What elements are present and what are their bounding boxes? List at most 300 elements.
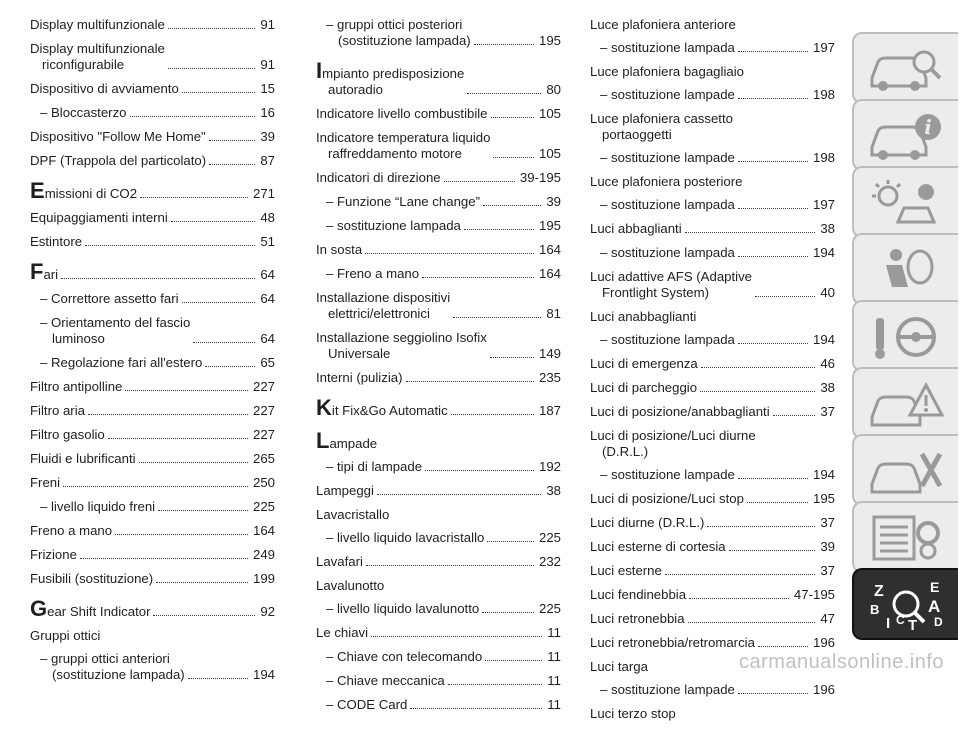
page-number: 16 xyxy=(260,105,275,120)
index-entry-label: Dispositivo di avviamento xyxy=(30,81,179,96)
index-entry-label: Luci esterne xyxy=(590,563,662,578)
index-entry[interactable] xyxy=(30,451,275,467)
index-entry[interactable] xyxy=(316,530,561,546)
index-entry[interactable] xyxy=(316,578,561,594)
index-letter: E xyxy=(930,580,940,595)
index-entry[interactable] xyxy=(316,17,561,49)
index-entry[interactable] xyxy=(30,427,275,443)
index-entry[interactable] xyxy=(30,379,275,395)
dot-leader xyxy=(410,708,542,709)
dot-leader xyxy=(108,438,248,439)
dot-leader xyxy=(738,693,808,694)
page-number: 105 xyxy=(538,106,561,121)
index-entry[interactable] xyxy=(30,403,275,419)
dot-leader xyxy=(491,117,534,118)
index-entry-label: Lavalunotto xyxy=(316,578,385,593)
page-number: 91 xyxy=(260,17,275,32)
index-entry-label: Lampeggi xyxy=(316,483,374,498)
index-entry-label: Luce plafoniera bagagliaio xyxy=(590,64,744,79)
dot-leader xyxy=(158,510,248,511)
index-entry-label: Luci retronebbia/retromarcia xyxy=(590,635,755,650)
page-number: 198 xyxy=(812,150,835,165)
index-entry[interactable] xyxy=(30,523,275,539)
index-entry-label: – sostituzione lampade xyxy=(600,682,735,697)
index-entry[interactable] xyxy=(316,58,561,98)
page-number: 271 xyxy=(252,186,275,201)
svg-text:i: i xyxy=(924,115,932,139)
index-entry[interactable] xyxy=(30,105,275,121)
dot-leader xyxy=(365,253,534,254)
index-entry[interactable] xyxy=(316,330,561,362)
dot-leader xyxy=(755,296,815,297)
index-entry-label: Luci di posizione/Luci stop xyxy=(590,491,744,506)
dot-leader xyxy=(700,391,815,392)
page-number: 195 xyxy=(538,33,561,48)
index-entry[interactable] xyxy=(316,428,561,453)
alphabetical-index-icon xyxy=(868,580,946,630)
index-entry[interactable] xyxy=(316,507,561,523)
dot-leader xyxy=(63,486,248,487)
car-maintenance-icon xyxy=(868,446,946,496)
tab-car-info[interactable] xyxy=(852,99,958,171)
dot-leader xyxy=(377,494,541,495)
index-letter: C xyxy=(896,613,905,627)
index-entry[interactable] xyxy=(590,706,835,722)
page-number: 65 xyxy=(260,355,275,370)
dot-leader xyxy=(193,342,255,343)
index-entry-label: Fluidi e lubrificanti xyxy=(30,451,136,466)
dot-leader xyxy=(738,98,808,99)
index-entry-label: – Chiave meccanica xyxy=(326,673,445,688)
page-number: 225 xyxy=(252,499,275,514)
index-entry-label: Equipaggiamenti interni xyxy=(30,210,168,225)
index-entry[interactable] xyxy=(30,153,275,169)
index-entry-label: Frizione xyxy=(30,547,77,562)
index-entry-label: Gruppi ottici xyxy=(30,628,101,643)
dot-leader xyxy=(689,598,789,599)
index-entry-label: DPF (Trappola del particolato) xyxy=(30,153,207,168)
index-entry-label: Luci targa xyxy=(590,659,648,674)
index-entry-label: – sostituzione lampada xyxy=(326,218,461,233)
dot-leader xyxy=(85,245,255,246)
index-entry-label: Gear Shift Indicator xyxy=(30,596,151,621)
page-number: 149 xyxy=(538,346,561,361)
index-entry-label: Luci di emergenza xyxy=(590,356,698,371)
index-entry[interactable] xyxy=(316,130,561,162)
dot-leader xyxy=(188,678,248,679)
dot-leader xyxy=(485,660,542,661)
page-number: 225 xyxy=(538,530,561,545)
index-entry[interactable] xyxy=(316,194,561,210)
dot-leader xyxy=(168,28,255,29)
index-entry[interactable] xyxy=(590,150,835,166)
dashboard-lights-icon xyxy=(868,178,946,228)
index-entry[interactable] xyxy=(590,380,835,396)
index-entry[interactable] xyxy=(590,40,835,56)
index-entry-label: Kit Fix&Go Automatic xyxy=(316,395,448,420)
index-entry[interactable] xyxy=(316,242,561,258)
index-entry[interactable] xyxy=(30,234,275,250)
tab-steering-key[interactable] xyxy=(852,300,958,372)
index-entry-label: – sostituzione lampada xyxy=(600,40,735,55)
index-entry[interactable] xyxy=(316,290,561,322)
index-entry-label: – livello liquido lavacristallo xyxy=(326,530,485,545)
dot-leader xyxy=(130,116,256,117)
dot-leader xyxy=(453,317,541,318)
dot-leader xyxy=(773,415,816,416)
page-number: 198 xyxy=(812,87,835,102)
index-entry-label: – livello liquido lavalunotto xyxy=(326,601,480,616)
index-entry[interactable] xyxy=(30,210,275,226)
page-number: 40 xyxy=(820,285,835,300)
index-initial-letter: G xyxy=(30,596,48,621)
page-number: 39 xyxy=(546,194,561,209)
dot-leader xyxy=(451,414,534,415)
index-entry-label: Luci retronebbia xyxy=(590,611,685,626)
tab-alphabetical-index[interactable] xyxy=(852,568,958,640)
dot-leader xyxy=(758,646,808,647)
index-entry-label: – livello liquido freni xyxy=(40,499,156,514)
index-entry[interactable] xyxy=(590,174,835,190)
index-entry-label: Freno a mano xyxy=(30,523,113,538)
index-entry-label: – sostituzione lampada xyxy=(600,245,735,260)
index-entry-label: – sostituzione lampade xyxy=(600,467,735,482)
index-entry-label: – Funzione “Lane change” xyxy=(326,194,480,209)
dot-leader xyxy=(182,92,256,93)
dot-leader xyxy=(685,232,816,233)
dot-leader xyxy=(493,157,534,158)
page-number: 164 xyxy=(252,523,275,538)
dot-leader xyxy=(371,636,542,637)
page-number: 38 xyxy=(820,380,835,395)
index-entry[interactable] xyxy=(590,404,835,420)
index-entry[interactable] xyxy=(30,475,275,491)
page-number: 194 xyxy=(812,467,835,482)
index-entry-label: – Freno a mano xyxy=(326,266,420,281)
dot-leader xyxy=(738,51,808,52)
index-entry[interactable] xyxy=(316,266,561,282)
dot-leader xyxy=(483,205,541,206)
index-entry[interactable] xyxy=(590,428,835,460)
dot-leader xyxy=(665,574,815,575)
index-entry[interactable] xyxy=(316,649,561,665)
page-number: 39 xyxy=(260,129,275,144)
index-letter: T xyxy=(908,617,918,630)
index-entry-label: Luci anabbaglianti xyxy=(590,309,697,324)
index-entry-label: Impianto predisposizione autoradio xyxy=(316,58,465,97)
page-number: 91 xyxy=(260,57,275,72)
airbag-seat-icon xyxy=(868,245,946,295)
dot-leader xyxy=(444,181,515,182)
index-entry[interactable] xyxy=(30,355,275,371)
dot-leader xyxy=(422,277,534,278)
page-number: 11 xyxy=(547,625,561,640)
index-entry-label: – Correttore assetto fari xyxy=(40,291,179,306)
index-entry-label: – Orientamento del fascio luminoso xyxy=(40,315,191,346)
index-entry[interactable] xyxy=(590,221,835,237)
dot-leader xyxy=(425,470,534,471)
tab-dashboard-lights[interactable] xyxy=(852,166,958,238)
dot-leader xyxy=(738,208,808,209)
index-entry-label: Filtro gasolio xyxy=(30,427,105,442)
dot-leader xyxy=(487,541,534,542)
index-entry[interactable] xyxy=(590,635,835,651)
tab-car-search[interactable] xyxy=(852,32,958,104)
index-entry[interactable] xyxy=(590,309,835,325)
index-entry[interactable] xyxy=(590,245,835,261)
index-entry[interactable] xyxy=(590,539,835,555)
index-entry[interactable] xyxy=(590,64,835,80)
page-number: 105 xyxy=(538,146,561,161)
page-number: 38 xyxy=(546,483,561,498)
dot-leader xyxy=(406,381,534,382)
index-entry-label: Fusibili (sostituzione) xyxy=(30,571,154,586)
index-entry[interactable] xyxy=(316,218,561,234)
dot-leader xyxy=(125,390,248,391)
index-entry[interactable] xyxy=(30,129,275,145)
index-letter: A xyxy=(928,597,941,616)
index-entry-label: Installazione dispositivi elettrici/elettronici xyxy=(316,290,451,321)
index-entry[interactable] xyxy=(590,356,835,372)
dot-leader xyxy=(205,366,255,367)
index-entry-label: Filtro aria xyxy=(30,403,85,418)
index-entry[interactable] xyxy=(30,571,275,587)
dot-leader xyxy=(467,93,541,94)
page-number: 39-195 xyxy=(519,170,561,185)
watermark: carmanualsonline.info xyxy=(738,651,944,673)
index-column-1 xyxy=(30,17,275,691)
dot-leader xyxy=(182,302,256,303)
page-number: 196 xyxy=(812,635,835,650)
index-entry[interactable] xyxy=(590,197,835,213)
index-entry[interactable] xyxy=(590,563,835,579)
index-entry-label: Dispositivo "Follow Me Home" xyxy=(30,129,206,144)
page-number: 235 xyxy=(538,370,561,385)
car-info-icon xyxy=(868,111,946,161)
index-entry-label: In sosta xyxy=(316,242,363,257)
page-number: 265 xyxy=(252,451,275,466)
page-number: 164 xyxy=(538,266,561,281)
dot-leader xyxy=(156,582,248,583)
index-entry[interactable] xyxy=(30,547,275,563)
index-entry[interactable] xyxy=(316,483,561,499)
tab-airbag-seat[interactable] xyxy=(852,233,958,305)
index-entry-label: – Chiave con telecomando xyxy=(326,649,483,664)
page-number: 38 xyxy=(820,221,835,236)
page-number: 197 xyxy=(812,197,835,212)
page-number: 80 xyxy=(546,82,561,97)
dot-leader xyxy=(153,615,255,616)
index-entry[interactable] xyxy=(30,291,275,307)
dot-leader xyxy=(115,534,248,535)
index-entry[interactable] xyxy=(316,459,561,475)
index-entry[interactable] xyxy=(590,611,835,627)
dot-leader xyxy=(366,565,534,566)
page-number: 232 xyxy=(538,554,561,569)
page-number: 225 xyxy=(538,601,561,616)
page-number: 187 xyxy=(538,403,561,418)
dot-leader xyxy=(171,221,256,222)
index-initial-letter: K xyxy=(316,395,332,420)
page-number: 37 xyxy=(820,404,835,419)
index-entry[interactable] xyxy=(590,17,835,33)
index-entry-label: Luci abbaglianti xyxy=(590,221,682,236)
index-entry[interactable] xyxy=(316,395,561,420)
dot-leader xyxy=(209,164,255,165)
dot-leader xyxy=(707,526,815,527)
dot-leader xyxy=(474,44,534,45)
index-entry[interactable] xyxy=(590,587,835,603)
index-entry-label: Luci di posizione/anabbaglianti xyxy=(590,404,770,419)
index-entry-label: Lampade xyxy=(316,428,378,453)
index-entry-label: – sostituzione lampade xyxy=(600,87,735,102)
dot-leader xyxy=(88,414,248,415)
warning-breakdown-icon xyxy=(868,379,946,429)
page-number: 37 xyxy=(820,563,835,578)
index-entry-label: Le chiavi xyxy=(316,625,369,640)
index-entry-label: Luci di parcheggio xyxy=(590,380,698,395)
dot-leader xyxy=(747,502,808,503)
index-initial-letter: E xyxy=(30,178,45,203)
page-number: 250 xyxy=(252,475,275,490)
tab-technical-data[interactable] xyxy=(852,501,958,573)
index-entry[interactable] xyxy=(30,315,275,347)
index-entry-label: Interni (pulizia) xyxy=(316,370,403,385)
page-number: 64 xyxy=(260,331,275,346)
page-number: 39 xyxy=(820,539,835,554)
index-entry[interactable] xyxy=(30,81,275,97)
index-entry[interactable] xyxy=(316,601,561,617)
dot-leader xyxy=(448,684,543,685)
index-column-2 xyxy=(316,17,561,721)
index-entry-label: Indicatore temperatura liquido raffreddamento motore xyxy=(316,130,491,161)
index-entry[interactable] xyxy=(30,628,275,644)
index-entry-label: Indicatore livello combustibile xyxy=(316,106,488,121)
index-entry-label: – sostituzione lampade xyxy=(600,150,735,165)
page-number: 11 xyxy=(547,673,561,688)
index-entry[interactable] xyxy=(316,170,561,186)
index-entry[interactable] xyxy=(316,625,561,641)
index-entry[interactable] xyxy=(30,596,275,621)
index-entry-label: Filtro antipolline xyxy=(30,379,123,394)
index-entry[interactable] xyxy=(590,111,835,143)
index-entry-label: Luci diurne (D.R.L.) xyxy=(590,515,705,530)
page-number: 194 xyxy=(812,332,835,347)
index-initial-letter: I xyxy=(316,58,323,83)
tab-car-maintenance[interactable] xyxy=(852,434,958,506)
index-entry-label: – gruppi ottici anteriori (sostituzione lampada) xyxy=(40,651,185,682)
page-number: 51 xyxy=(260,234,275,249)
index-entry[interactable] xyxy=(316,697,561,713)
index-entry-label: Freni xyxy=(30,475,61,490)
dot-leader xyxy=(738,343,808,344)
index-entry-label: – sostituzione lampada xyxy=(600,197,735,212)
index-entry[interactable] xyxy=(30,259,275,284)
page-number: 194 xyxy=(252,667,275,682)
dot-leader xyxy=(209,140,256,141)
dot-leader xyxy=(464,229,534,230)
index-entry-label: Luci di posizione/Luci diurne (D.R.L.) xyxy=(590,428,756,459)
index-entry[interactable] xyxy=(590,332,835,348)
page-number: 199 xyxy=(252,571,275,586)
index-entry[interactable] xyxy=(316,106,561,122)
index-entry[interactable] xyxy=(590,269,835,301)
index-entry-label: Luci adattive AFS (Adaptive Frontlight System) xyxy=(590,269,753,300)
page-number: 87 xyxy=(260,153,275,168)
page-number: 15 xyxy=(260,81,275,96)
index-letter: B xyxy=(870,602,880,617)
dot-leader xyxy=(701,367,816,368)
page-number: 47 xyxy=(820,611,835,626)
index-entry[interactable] xyxy=(590,682,835,698)
index-entry[interactable] xyxy=(590,87,835,103)
page-number: 227 xyxy=(252,403,275,418)
index-entry[interactable] xyxy=(590,467,835,483)
dot-leader xyxy=(168,68,255,69)
dot-leader xyxy=(738,256,808,257)
index-entry[interactable] xyxy=(316,370,561,386)
index-entry-label: – Bloccasterzo xyxy=(40,105,127,120)
page-number: 92 xyxy=(260,604,275,619)
page-number: 46 xyxy=(820,356,835,371)
dot-leader xyxy=(738,478,808,479)
index-entry-label: Installazione seggiolino Isofix Universale xyxy=(316,330,487,361)
index-entry[interactable] xyxy=(590,515,835,531)
page-number: 197 xyxy=(812,40,835,55)
index-letter: Z xyxy=(874,583,884,600)
index-entry[interactable] xyxy=(316,673,561,689)
index-entry-label: – CODE Card xyxy=(326,697,408,712)
page-number: 64 xyxy=(260,267,275,282)
page-number: 48 xyxy=(260,210,275,225)
index-entry-label: Indicatori di direzione xyxy=(316,170,441,185)
index-entry-label: Estintore xyxy=(30,234,83,249)
index-entry[interactable] xyxy=(30,499,275,515)
index-entry-label: – Regolazione fari all'estero xyxy=(40,355,203,370)
index-letter: D xyxy=(934,615,943,629)
index-entry[interactable] xyxy=(590,491,835,507)
index-entry-label: Lavafari xyxy=(316,554,363,569)
index-letter: I xyxy=(886,615,891,630)
page-number: 227 xyxy=(252,379,275,394)
index-entry-label: Display multifunzionale xyxy=(30,17,165,32)
car-search-icon xyxy=(868,44,946,94)
page-number: 227 xyxy=(252,427,275,442)
index-entry[interactable] xyxy=(30,178,275,203)
page-number: 194 xyxy=(812,245,835,260)
index-entry-label: Luci fendinebbia xyxy=(590,587,687,602)
page-number: 249 xyxy=(252,547,275,562)
index-entry-label: – gruppi ottici posteriori (sostituzione lampada) xyxy=(326,17,471,48)
index-entry[interactable] xyxy=(30,651,275,683)
index-entry[interactable] xyxy=(30,17,275,33)
index-entry[interactable] xyxy=(30,41,275,73)
dot-leader xyxy=(139,462,248,463)
tab-warning-breakdown[interactable] xyxy=(852,367,958,439)
index-initial-letter: L xyxy=(316,428,330,453)
index-entry-label: Luce plafoniera anteriore xyxy=(590,17,736,32)
page-number: 11 xyxy=(547,697,561,712)
page-number: 192 xyxy=(538,459,561,474)
index-entry[interactable] xyxy=(316,554,561,570)
index-entry-label: – tipi di lampade xyxy=(326,459,423,474)
dot-leader xyxy=(61,278,255,279)
page-number: 37 xyxy=(820,515,835,530)
dot-leader xyxy=(738,161,808,162)
index-entry-label: Display multifunzionale riconfigurabile xyxy=(30,41,165,72)
index-entry-label: Luce plafoniera cassetto portaoggetti xyxy=(590,111,733,142)
dot-leader xyxy=(729,550,816,551)
